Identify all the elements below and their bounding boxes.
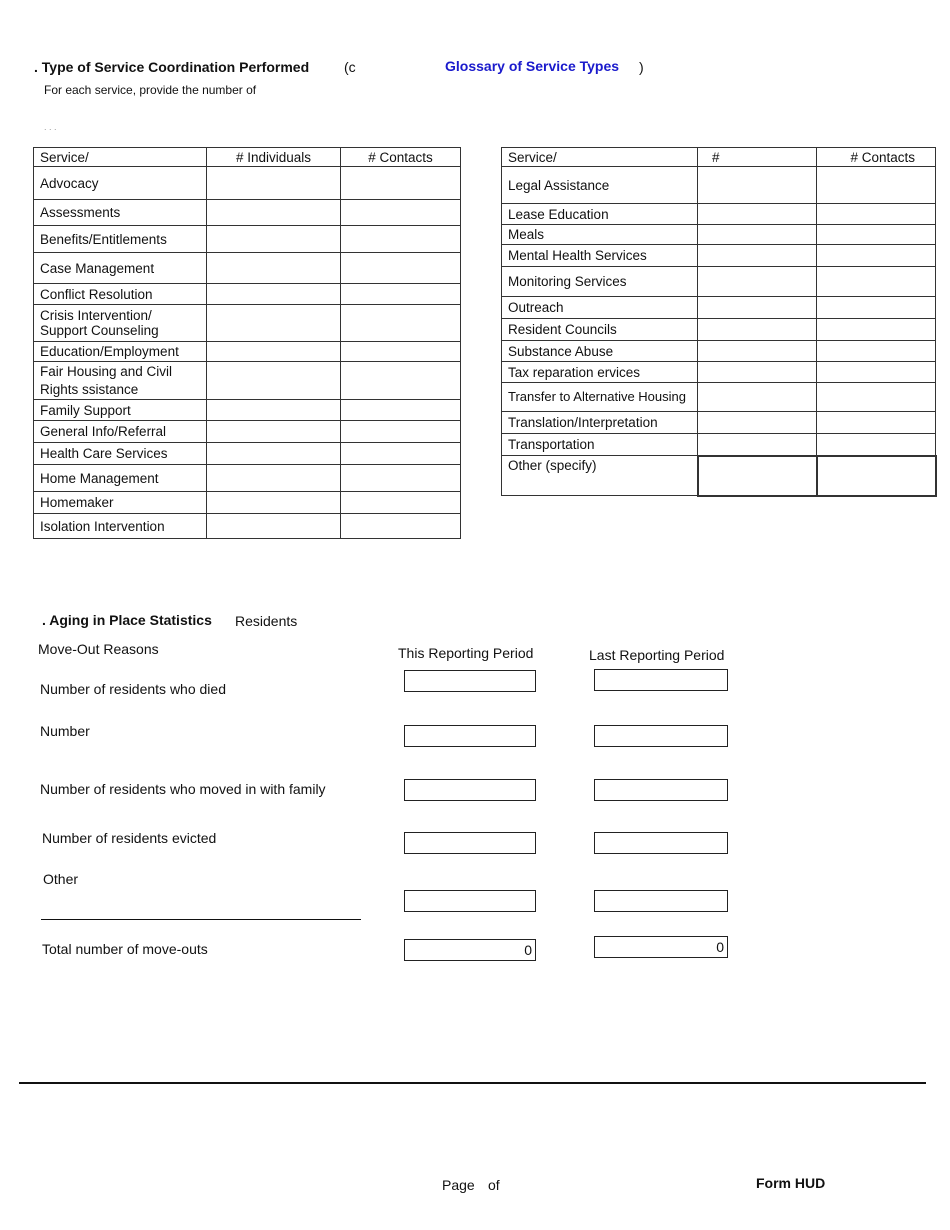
individuals-cell[interactable] [207, 167, 341, 200]
table-row [502, 245, 936, 267]
table-row [34, 362, 461, 400]
contacts-cell[interactable] [341, 305, 461, 342]
contacts-cell[interactable] [341, 400, 461, 421]
table-row [502, 204, 936, 225]
form-label: Form HUD [756, 1175, 826, 1191]
contacts-cell[interactable] [817, 245, 936, 267]
contacts-cell[interactable] [817, 412, 936, 434]
contacts-cell[interactable] [341, 342, 461, 362]
count-cell[interactable] [698, 245, 817, 267]
of-label: of [488, 1177, 500, 1193]
table-row [34, 342, 461, 362]
table-row [34, 284, 461, 305]
table-row [502, 341, 936, 362]
table-row [34, 226, 461, 253]
contacts-cell[interactable] [817, 167, 936, 204]
contacts-cell[interactable] [817, 267, 936, 297]
individuals-cell[interactable] [207, 305, 341, 342]
row-label-died: Number of residents who died [40, 681, 226, 697]
service-label: Family Support [34, 400, 207, 421]
count-cell[interactable] [698, 204, 817, 225]
table-row [34, 167, 461, 200]
service-label: Health Care Services [34, 443, 207, 465]
individuals-cell[interactable] [207, 465, 341, 492]
service-label: Conflict Resolution [34, 284, 207, 305]
family-this-field[interactable] [404, 779, 536, 801]
service-label: Case Management [34, 253, 207, 284]
table-row [34, 200, 461, 226]
individuals-cell[interactable] [207, 200, 341, 226]
individuals-cell[interactable] [207, 400, 341, 421]
aging-subtitle: Residents [235, 613, 298, 629]
service-label: Other (specify) [502, 456, 698, 496]
count-cell[interactable] [698, 297, 817, 319]
total-last-field: 0 [594, 936, 728, 958]
total-this-field: 0 [404, 939, 536, 961]
row-label-family: Number of residents who moved in with family [40, 781, 326, 797]
col-this-period: This Reporting Period [398, 645, 534, 661]
individuals-cell[interactable] [207, 514, 341, 539]
service-label: Substance Abuse [502, 341, 698, 362]
count-cell[interactable] [698, 456, 817, 496]
evicted-last-field[interactable] [594, 832, 728, 854]
table-row [502, 297, 936, 319]
table-row [502, 225, 936, 245]
count-cell[interactable] [698, 362, 817, 383]
count-cell[interactable] [698, 267, 817, 297]
paren-close: ) [639, 59, 644, 75]
service-label: Isolation Intervention [34, 514, 207, 539]
contacts-cell[interactable] [817, 362, 936, 383]
count-cell[interactable] [698, 319, 817, 341]
contacts-cell[interactable] [341, 514, 461, 539]
individuals-cell[interactable] [207, 443, 341, 465]
count-cell[interactable] [698, 341, 817, 362]
table-row [34, 305, 461, 342]
table-row [502, 434, 936, 456]
contacts-cell[interactable] [817, 225, 936, 245]
contacts-cell[interactable] [341, 465, 461, 492]
table-row [502, 412, 936, 434]
contacts-cell[interactable] [341, 284, 461, 305]
row-label-other: Other [43, 871, 79, 887]
service-label: Transportation [502, 434, 698, 456]
col-header-count: # [698, 148, 817, 167]
contacts-cell[interactable] [817, 434, 936, 456]
contacts-cell[interactable] [817, 341, 936, 362]
number-last-field[interactable] [594, 725, 728, 747]
service-label: Meals [502, 225, 698, 245]
number-this-field[interactable] [404, 725, 536, 747]
page-label: Page [442, 1177, 475, 1193]
col-header-service: Service/ [502, 148, 698, 167]
individuals-cell[interactable] [207, 362, 341, 400]
contacts-cell[interactable] [341, 492, 461, 514]
table-row [502, 362, 936, 383]
table-row [34, 443, 461, 465]
service-label: Resident Councils [502, 319, 698, 341]
row-label-evicted: Number of residents evicted [42, 830, 217, 846]
service-section-title: . Type of Service Coordination Performed [34, 59, 310, 75]
service-label: Fair Housing and Civil Rights ssistance [34, 362, 207, 400]
service-label: Crisis Intervention/ Support Counseling [34, 305, 207, 342]
aging-section-title: . Aging in Place Statistics [42, 612, 212, 628]
right-service-table [501, 147, 937, 497]
contacts-cell[interactable] [817, 456, 936, 496]
service-label: Benefits/Entitlements [34, 226, 207, 253]
table-row [34, 400, 461, 421]
count-cell[interactable] [698, 434, 817, 456]
contacts-cell[interactable] [341, 362, 461, 400]
count-cell[interactable] [698, 412, 817, 434]
col-header-contacts: # Contacts [341, 148, 461, 167]
table-row [502, 267, 936, 297]
contacts-cell[interactable] [817, 297, 936, 319]
contacts-cell[interactable] [341, 421, 461, 443]
other-this-field[interactable] [404, 890, 536, 912]
col-header-contacts: # Contacts [817, 148, 936, 167]
contacts-cell[interactable] [341, 167, 461, 200]
service-label: Lease Education [502, 204, 698, 225]
table-row [502, 167, 936, 204]
service-label: Transfer to Alternative Housing [502, 383, 698, 412]
count-cell[interactable] [698, 383, 817, 412]
col-header-service: Service/ [34, 148, 207, 167]
service-label: Home Management [34, 465, 207, 492]
service-label: Monitoring Services [502, 267, 698, 297]
row-label-number: Number [40, 723, 90, 739]
service-label: Education/Employment [34, 342, 207, 362]
faint-text: . . . [44, 122, 57, 132]
table-row [34, 421, 461, 443]
individuals-cell[interactable] [207, 342, 341, 362]
left-table-header [34, 148, 461, 167]
service-label: Outreach [502, 297, 698, 319]
col-header-individuals: # Individuals [207, 148, 341, 167]
contacts-cell[interactable] [817, 204, 936, 225]
individuals-cell[interactable] [207, 421, 341, 443]
move-out-heading: Move-Out Reasons [38, 641, 159, 657]
col-last-period: Last Reporting Period [589, 647, 725, 663]
service-label: Assessments [34, 200, 207, 226]
count-cell[interactable] [698, 225, 817, 245]
count-cell[interactable] [698, 167, 817, 204]
service-label: Tax reparation ervices [502, 362, 698, 383]
service-label: Translation/Interpretation [502, 412, 698, 434]
table-row [34, 465, 461, 492]
paren-open: (c [344, 59, 356, 75]
contacts-cell[interactable] [817, 383, 936, 412]
service-label: General Info/Referral [34, 421, 207, 443]
table-row [34, 492, 461, 514]
individuals-cell[interactable] [207, 492, 341, 514]
table-row [502, 456, 936, 496]
contacts-cell[interactable] [341, 443, 461, 465]
contacts-cell[interactable] [341, 253, 461, 284]
individuals-cell[interactable] [207, 226, 341, 253]
died-this-field[interactable] [404, 670, 536, 692]
evicted-this-field[interactable] [404, 832, 536, 854]
service-instruction: For each service, provide the number of [44, 83, 257, 97]
glossary-link[interactable]: Glossary of Service Types [445, 58, 620, 74]
service-label: Legal Assistance [502, 167, 698, 204]
other-specify-line[interactable] [41, 919, 361, 920]
contacts-cell[interactable] [341, 226, 461, 253]
table-row [502, 319, 936, 341]
left-service-table [33, 147, 461, 539]
individuals-cell[interactable] [207, 253, 341, 284]
table-row [34, 514, 461, 539]
contacts-cell[interactable] [341, 200, 461, 226]
other-last-field[interactable] [594, 890, 728, 912]
table-row [502, 383, 936, 412]
individuals-cell[interactable] [207, 284, 341, 305]
service-label: Mental Health Services [502, 245, 698, 267]
service-label: Homemaker [34, 492, 207, 514]
total-label: Total number of move-outs [42, 941, 208, 957]
contacts-cell[interactable] [817, 319, 936, 341]
right-table-header [502, 148, 936, 167]
table-row [34, 253, 461, 284]
family-last-field[interactable] [594, 779, 728, 801]
died-last-field[interactable] [594, 669, 728, 691]
service-label: Advocacy [34, 167, 207, 200]
footer-divider [19, 1082, 926, 1084]
